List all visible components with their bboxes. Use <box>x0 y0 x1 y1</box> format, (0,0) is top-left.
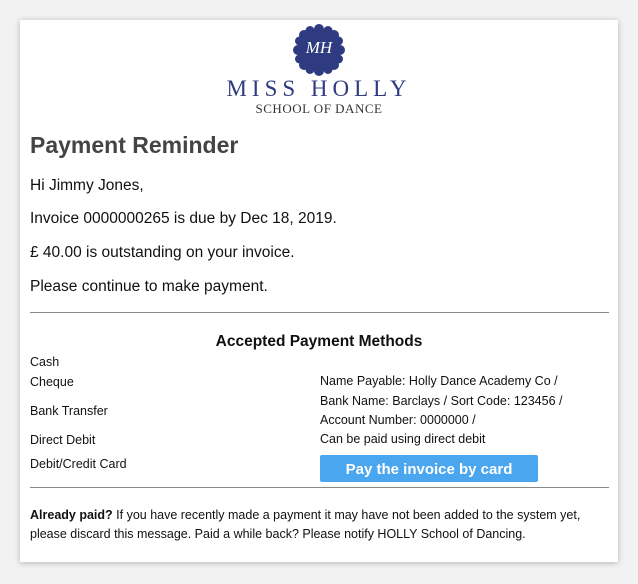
method-bank-transfer-detail: Bank Name: Barclays / Sort Code: 123456 / Account Number: 0000000 / <box>320 394 563 427</box>
greeting-text: Hi Jimmy Jones, <box>30 177 144 194</box>
method-card-label: Debit/Credit Card <box>30 457 127 471</box>
method-direct-debit-label: Direct Debit <box>30 433 96 447</box>
method-cheque-label: Cheque <box>30 375 74 389</box>
divider <box>30 487 609 488</box>
footer-text: If you have recently made a payment it may have not been added to the system yet, please discard this message. Paid a while back? Please notify HOLLY School of Dancing. <box>30 508 581 541</box>
divider <box>30 312 609 313</box>
continue-payment-text: Please continue to make payment. <box>30 278 268 295</box>
logo-brand-name: MISS HOLLY <box>226 76 412 101</box>
page-title: Payment Reminder <box>30 132 239 158</box>
logo-brand-subtitle: SCHOOL OF DANCE <box>255 101 383 116</box>
invoice-email-card <box>20 20 618 562</box>
amount-outstanding-text: £ 40.00 is outstanding on your invoice. <box>30 244 295 261</box>
method-cash-label: Cash <box>30 355 60 369</box>
payment-methods-title: Accepted Payment Methods <box>215 333 423 350</box>
method-cheque-detail: Name Payable: Holly Dance Academy Co / <box>320 374 558 388</box>
footer-note <box>30 506 605 544</box>
invoice-due-text: Invoice 0000000265 is due by Dec 18, 2019. <box>30 210 337 227</box>
method-direct-debit-detail: Can be paid using direct debit <box>320 432 486 446</box>
footer-already-paid: Already paid? <box>30 508 113 522</box>
logo-monogram: MH <box>305 38 333 57</box>
method-bank-transfer-label: Bank Transfer <box>30 404 108 418</box>
pay-by-card-button[interactable]: Pay the invoice by card <box>320 455 538 482</box>
